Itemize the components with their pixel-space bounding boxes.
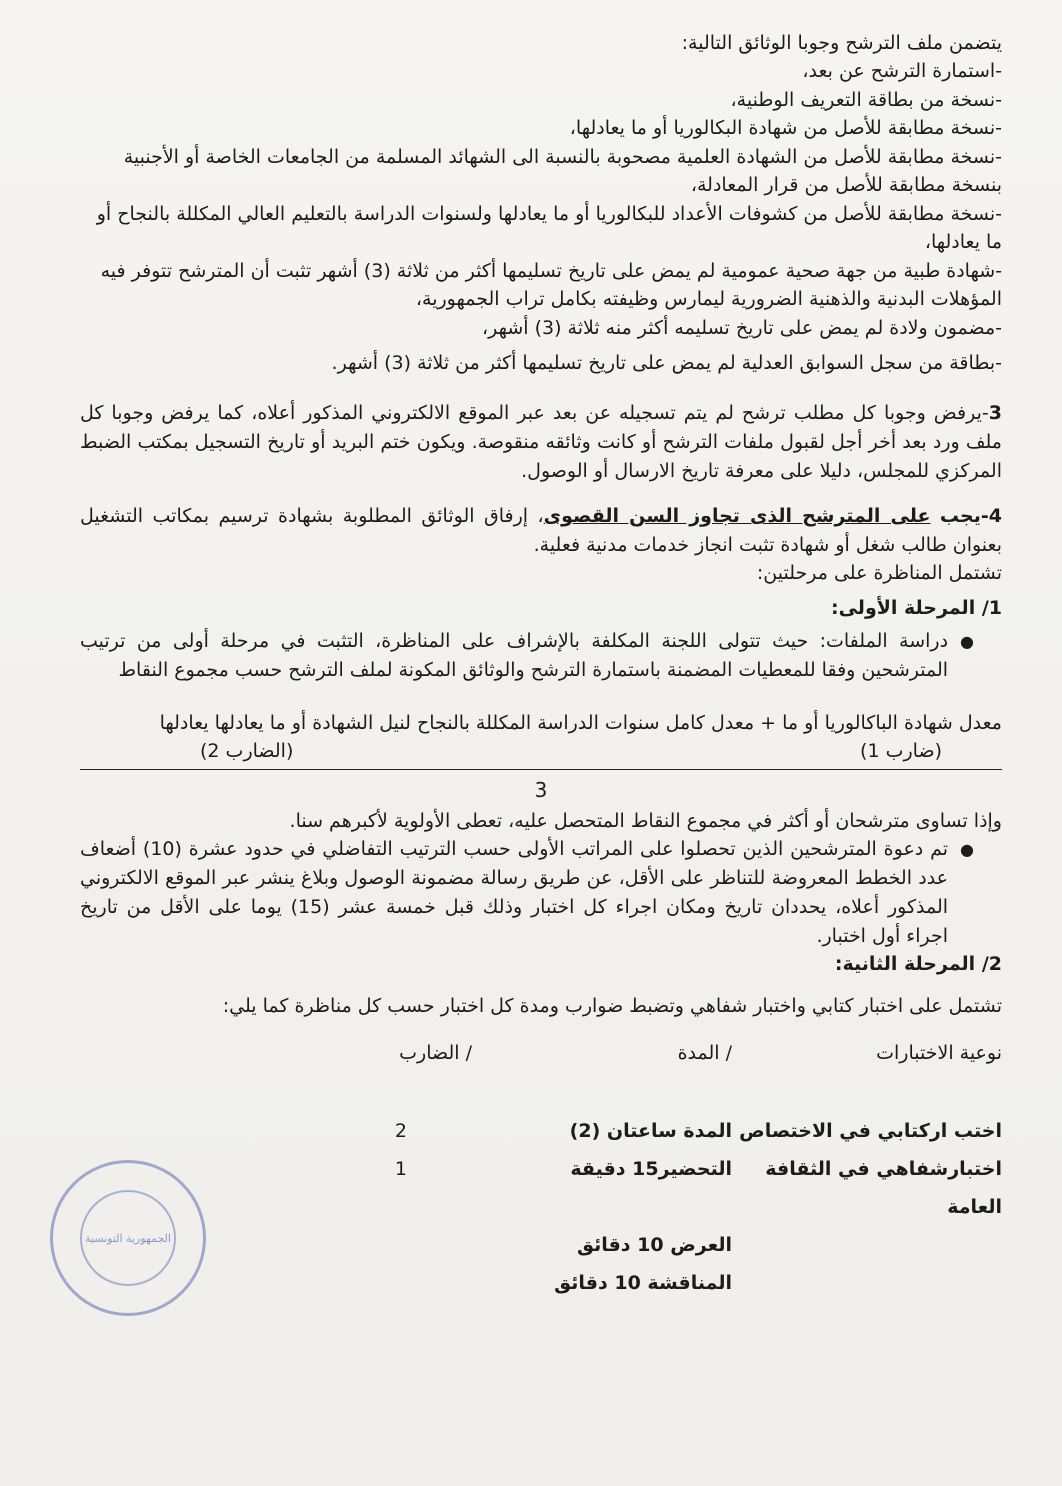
document-item: -شهادة طبية من جهة صحية عمومية لم يمض على تاريخ تسليمها أكثر من ثلاثة (3) أشهر تثبت أن المترشح تتوفر فيه المؤهلات البدنية والذهنية الضرورية ليمارس وظيفته بكامل تراب الجمهورية، xyxy=(100,259,1002,310)
exam-duration: العرض 10 دقائق xyxy=(576,1234,732,1256)
exam-type: اختبارشفاهي في الثقافة العامة xyxy=(765,1158,1002,1218)
tie-rule: وإذا تساوى مترشحان أو أكثر في مجموع النقاط المتحصل عليه، تعطى الأولوية لأكبرهم سنا. xyxy=(289,810,1002,832)
stage-1-heading: 1/ المرحلة الأولى: xyxy=(830,597,1002,619)
stamp-text: الجمهورية التونسية xyxy=(85,1231,171,1245)
column-header-coef: / الضارب xyxy=(399,1042,472,1064)
exams-table-header xyxy=(80,1042,1002,1064)
table-row xyxy=(80,1264,1002,1302)
formula-denominator: 3 xyxy=(534,778,548,802)
stamp-emblem-icon xyxy=(80,1190,176,1286)
stage-2-intro: تشتمل على اختبار كتابي واختبار شفاهي وتضبط ضوارب ومدة كل اختبار حسب كل مناظرة كما يلي: xyxy=(222,995,1002,1017)
exam-coef xyxy=(272,1226,472,1264)
column-header-duration: / المدة xyxy=(677,1042,732,1064)
exam-duration: التحضير15 دقيقة xyxy=(570,1158,732,1180)
formula-numerator-text: معدل شهادة الباكالوريا أو ما + معدل كامل سنوات الدراسة المكللة بالنجاح لنيل الشهادة أو ما يعادلها يعادلها xyxy=(159,712,1002,734)
document-item: -مضمون ولادة لم يمض على تاريخ تسليمه أكثر منه ثلاثة (3) أشهر، xyxy=(481,316,1002,339)
bullet-dot-icon: ● xyxy=(960,840,974,859)
exam-coef: 1 xyxy=(394,1158,407,1180)
point-4 xyxy=(80,502,1002,560)
point-4-number: 4 xyxy=(988,505,1002,527)
table-row xyxy=(80,1112,1002,1150)
point-3-number: 3 xyxy=(988,402,1002,424)
exam-duration: المناقشة 10 دقائق xyxy=(554,1272,732,1294)
formula-coef-2: (الضارب 2) xyxy=(200,740,294,762)
document-item: -نسخة مطابقة للأصل من الشهادة العلمية مصحوبة بالنسبة الى الشهائد المسلمة من الجامعات الخاصة أو الأجنبية بنسخة مطابقة للأصل من قرار المعادلة، xyxy=(123,145,1002,196)
documents-last-item: -بطاقة من سجل السوابق العدلية لم يمض على تاريخ تسليمها أكثر من ثلاثة (3) أشهر. xyxy=(331,352,1002,374)
point-3-text: -يرفض وجوبا كل مطلب ترشح لم يتم تسجيله عن بعد عبر الموقع الالكتروني المذكور أعلاه، كما يرفض وجوبا كل ملف ورد بعد أخر أجل لقبول ملفات الترشح أو كانت وثائقه منقوصة. ويكون ختم البريد أو تاريخ التسجيل بمكتب الضبط المركزي للمجلس، دليلا على معرفة تاريخ الارسال أو الوصول. xyxy=(80,402,1002,482)
exam-type xyxy=(732,1226,1002,1264)
document-item: -استمارة الترشح عن بعد، xyxy=(802,60,1002,82)
exam-duration: المدة ساعتان (2) xyxy=(569,1120,732,1142)
point-3 xyxy=(80,399,1002,486)
stages-intro: تشتمل المناظرة على مرحلتين: xyxy=(756,562,1002,584)
document-item: -نسخة من بطاقة التعريف الوطنية، xyxy=(730,88,1002,111)
stage-1-bullet-1-text: دراسة الملفات: حيث تتولى اللجنة المكلفة بالإشراف على المناظرة، التثبت في مرحلة أولى من ترتيب المترشحين وفقا للمعطيات المضمنة باستمارة الترشح والوثائق المكونة لملف الترشح حسب مجموع النقاط xyxy=(80,630,949,681)
exam-type: اختب اركتابي في الاختصاص xyxy=(739,1120,1002,1142)
stage-1-bullet-2-text: تم دعوة المترشحين الذين تحصلوا على المراتب الأولى حسب الترتيب التفاضلي في حدود عشرة (10) أضعاف عدد الخطط المعروضة للتناظر على الأقل، عن طريق رسالة مضمونة الوصول وبلاغ ينشر عبر الموقع الالكتروني المذكور أعلاه، يحددان تاريخ ومكان اجراء كل اختبار وذلك قبل خمسة عشر (15) يوما على الأقل من تاريخ اجراء أول اختبار. xyxy=(80,838,949,947)
table-row xyxy=(80,1226,1002,1264)
exams-table xyxy=(80,1112,1002,1302)
documents-list xyxy=(80,57,1002,342)
formula-numerator xyxy=(80,709,1002,770)
documents-intro: يتضمن ملف الترشح وجوبا الوثائق التالية: xyxy=(681,32,1002,54)
stage-1-bullet-2 xyxy=(80,835,974,951)
table-row xyxy=(80,1150,1002,1226)
bullet-dot-icon: ● xyxy=(960,632,974,651)
column-header-type: نوعية الاختبارات xyxy=(876,1042,1002,1064)
score-formula xyxy=(80,709,1002,804)
stage-1-bullet-1 xyxy=(80,627,974,685)
formula-coef-1: (ضارب 1) xyxy=(860,740,942,762)
point-4-lead: -يجب xyxy=(939,505,989,527)
exam-coef: 2 xyxy=(394,1120,407,1142)
document-item: -نسخة مطابقة للأصل من كشوفات الأعداد للبكالوريا أو ما يعادلها ولسنوات الدراسة بالتعليم العالي المكللة بالنجاح أو ما يعادلها، xyxy=(96,202,1002,253)
stage-2-heading: 2/ المرحلة الثانية: xyxy=(834,953,1002,975)
document-item: -نسخة مطابقة للأصل من شهادة البكالوريا أو ما يعادلها، xyxy=(569,117,1002,139)
exam-coef xyxy=(272,1264,472,1302)
formula-coefficients xyxy=(80,737,1002,765)
exam-type xyxy=(732,1264,1002,1302)
official-stamp xyxy=(50,1160,206,1316)
point-4-emphasis: على المترشح الذى تجاوز السن القصوى xyxy=(543,505,931,527)
point-4-rest: ، إرفاق الوثائق المطلوبة بشهادة ترسيم بمكاتب التشغيل بعنوان طالب شغل أو شهادة تثبت انجاز خدمات مدنية فعلية. xyxy=(80,505,1002,556)
